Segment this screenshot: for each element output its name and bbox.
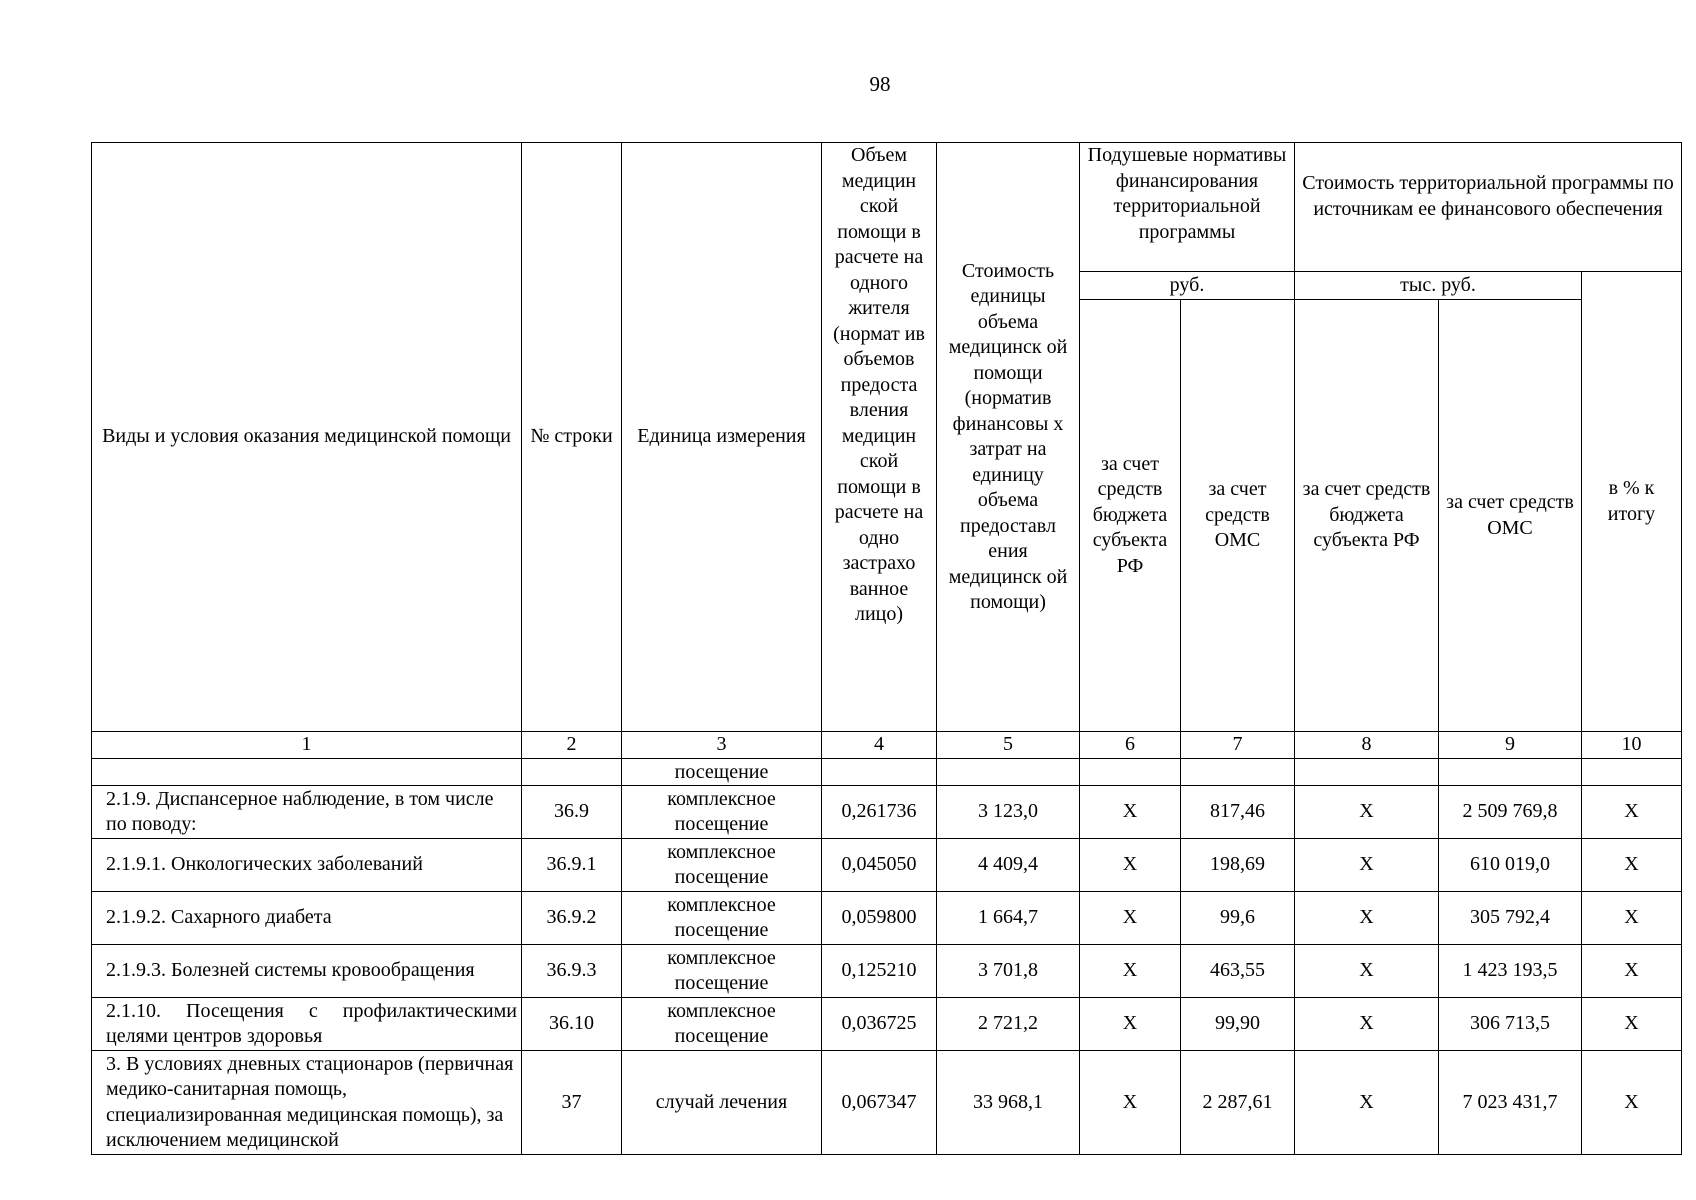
row-oms-rub: 2 287,61 <box>1181 1051 1295 1155</box>
row-oms-thousand: 610 019,0 <box>1439 839 1582 892</box>
row-volume: 0,261736 <box>822 786 937 839</box>
row-unit-cost: 33 968,1 <box>937 1051 1080 1155</box>
row-percent: Х <box>1582 839 1682 892</box>
row-volume: 0,059800 <box>822 892 937 945</box>
row-unit: комплексное посещение <box>622 892 822 945</box>
column-number: 4 <box>822 732 937 759</box>
header-oms-thousand: за счет средств ОМС <box>1439 300 1582 732</box>
row-unit: посещение <box>622 759 822 786</box>
column-number: 1 <box>92 732 522 759</box>
continuation-row <box>92 759 1682 786</box>
header-line-number: № строки <box>522 143 622 732</box>
row-line-number: 36.10 <box>522 998 622 1051</box>
header-percent: в % к итогу <box>1582 272 1682 732</box>
row-unit-cost: 3 701,8 <box>937 945 1080 998</box>
row-budget-rub: Х <box>1080 839 1181 892</box>
row-unit: случай лечения <box>622 1051 822 1155</box>
row-percent: Х <box>1582 1051 1682 1155</box>
financing-table <box>91 142 1682 1155</box>
table-row <box>92 786 1682 839</box>
table-row <box>92 945 1682 998</box>
row-line-number: 37 <box>522 1051 622 1155</box>
table-row <box>92 1051 1682 1155</box>
row-percent: Х <box>1582 892 1682 945</box>
row-unit-cost: 2 721,2 <box>937 998 1080 1051</box>
row-budget-thousand: Х <box>1295 1051 1439 1155</box>
row-oms-rub: 463,55 <box>1181 945 1295 998</box>
row-oms-rub: 99,90 <box>1181 998 1295 1051</box>
row-oms-thousand: 7 023 431,7 <box>1439 1051 1582 1155</box>
row-line-number: 36.9.1 <box>522 839 622 892</box>
row-percent: Х <box>1582 945 1682 998</box>
row-name: 3. В условиях дневных стационаров (первичная медико-санитарная помощь, специализированная медицинская помощь), за исключением медицинской <box>92 1051 522 1155</box>
row-unit: комплексное посещение <box>622 786 822 839</box>
row-unit-cost: 3 123,0 <box>937 786 1080 839</box>
column-number: 2 <box>522 732 622 759</box>
header-per-capita-group: Подушевые нормативы финансирования территориальной программы <box>1080 143 1295 272</box>
row-percent: Х <box>1582 998 1682 1051</box>
header-unit: Единица измерения <box>622 143 822 732</box>
row-volume: 0,036725 <box>822 998 937 1051</box>
column-number: 10 <box>1582 732 1682 759</box>
row-unit: комплексное посещение <box>622 998 822 1051</box>
row-budget-thousand: Х <box>1295 998 1439 1051</box>
header-unit-cost: Стоимость единицы объема медицинск ой помощи (норматив финансовы х затрат на единицу объема предоставл ения медицинск ой помощи) <box>937 143 1080 732</box>
header-thousand-rub: тыс. руб. <box>1295 272 1582 300</box>
row-name: 2.1.9.3. Болезней системы кровообращения <box>92 945 522 998</box>
row-volume: 0,067347 <box>822 1051 937 1155</box>
header-kinds: Виды и условия оказания медицинской помощи <box>92 143 522 732</box>
header-budget-thousand: за счет средств бюджета субъекта РФ <box>1295 300 1439 732</box>
row-oms-thousand: 306 713,5 <box>1439 998 1582 1051</box>
row-budget-thousand: Х <box>1295 892 1439 945</box>
header-budget-rub: за счет средств бюджета субъекта РФ <box>1080 300 1181 732</box>
column-number: 3 <box>622 732 822 759</box>
row-name: 2.1.9. Диспансерное наблюдение, в том числе по поводу: <box>92 786 522 839</box>
column-number: 8 <box>1295 732 1439 759</box>
row-unit: комплексное посещение <box>622 945 822 998</box>
table-row <box>92 998 1682 1051</box>
header-program-cost-group: Стоимость территориальной программы по источникам ее финансового обеспечения <box>1295 143 1682 272</box>
row-budget-thousand: Х <box>1295 945 1439 998</box>
column-number: 7 <box>1181 732 1295 759</box>
column-number: 5 <box>937 732 1080 759</box>
row-line-number: 36.9.2 <box>522 892 622 945</box>
table-row <box>92 839 1682 892</box>
row-volume: 0,125210 <box>822 945 937 998</box>
row-unit-cost: 1 664,7 <box>937 892 1080 945</box>
row-unit: комплексное посещение <box>622 839 822 892</box>
column-number: 9 <box>1439 732 1582 759</box>
row-budget-rub: Х <box>1080 998 1181 1051</box>
header-volume: Объем медицин ской помощи в расчете на одного жителя (нормат ив объемов предоста вления медицин ской помощи в расчете на одно застрахо ванное лицо) <box>822 143 937 732</box>
row-oms-thousand: 1 423 193,5 <box>1439 945 1582 998</box>
row-budget-rub: Х <box>1080 945 1181 998</box>
column-number: 6 <box>1080 732 1181 759</box>
page-number: 98 <box>869 72 891 96</box>
row-oms-rub: 99,6 <box>1181 892 1295 945</box>
row-budget-thousand: Х <box>1295 786 1439 839</box>
row-oms-thousand: 305 792,4 <box>1439 892 1582 945</box>
row-name: 2.1.10. Посещения с профилактическими целями центров здоровья <box>92 998 522 1051</box>
row-budget-rub: Х <box>1080 892 1181 945</box>
row-name: 2.1.9.2. Сахарного диабета <box>92 892 522 945</box>
row-budget-rub: Х <box>1080 1051 1181 1155</box>
row-percent: Х <box>1582 786 1682 839</box>
header-row-1 <box>92 143 1682 272</box>
row-budget-rub: Х <box>1080 786 1181 839</box>
row-line-number: 36.9.3 <box>522 945 622 998</box>
row-line-number: 36.9 <box>522 786 622 839</box>
row-unit-cost: 4 409,4 <box>937 839 1080 892</box>
header-oms-rub: за счет средств ОМС <box>1181 300 1295 732</box>
row-oms-rub: 817,46 <box>1181 786 1295 839</box>
column-number-row <box>92 732 1682 759</box>
row-oms-rub: 198,69 <box>1181 839 1295 892</box>
row-name: 2.1.9.1. Онкологических заболеваний <box>92 839 522 892</box>
row-budget-thousand: Х <box>1295 839 1439 892</box>
row-volume: 0,045050 <box>822 839 937 892</box>
row-oms-thousand: 2 509 769,8 <box>1439 786 1582 839</box>
table-row <box>92 892 1682 945</box>
header-rub: руб. <box>1080 272 1295 300</box>
